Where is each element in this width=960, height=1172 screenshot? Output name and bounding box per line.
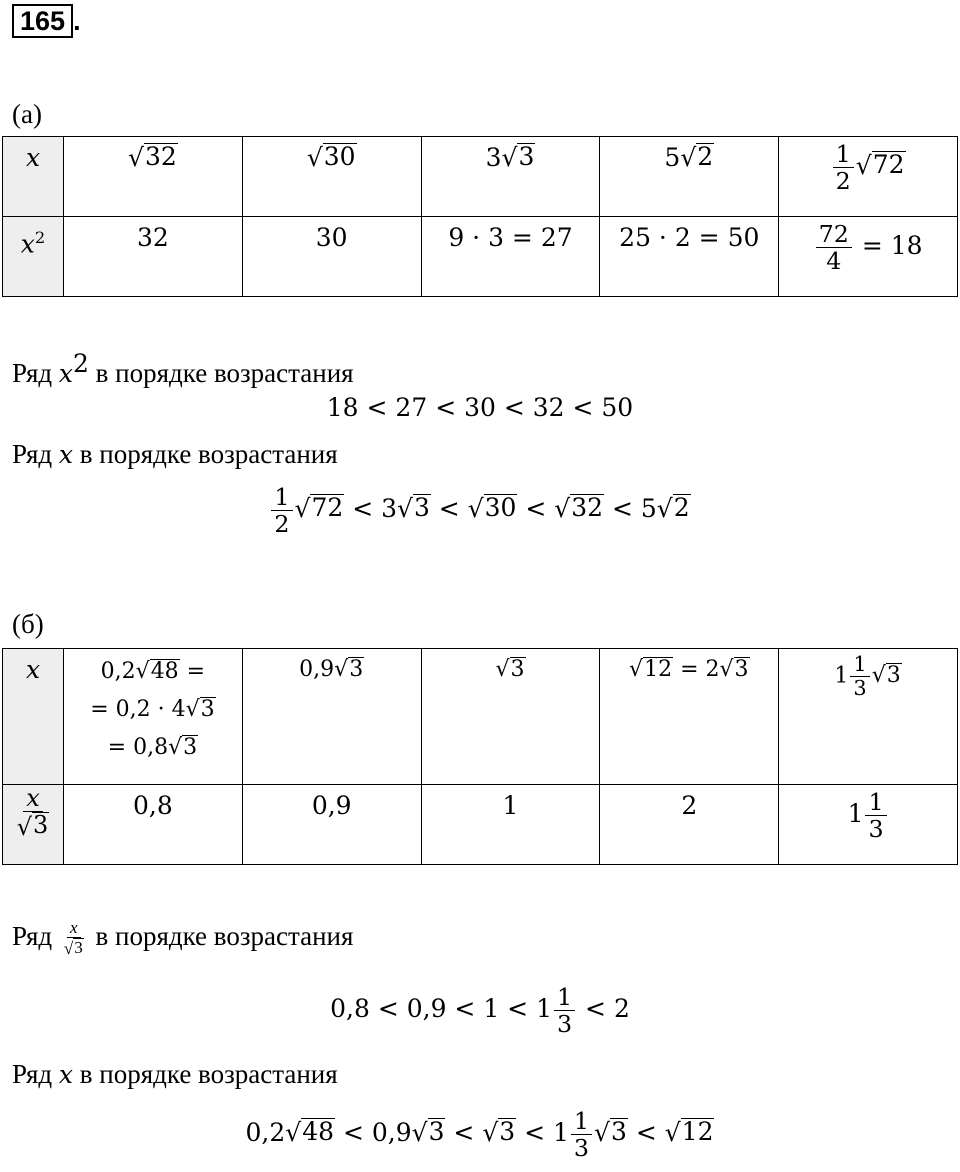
table-cell: √ 12 = 2 √ 3 xyxy=(600,649,779,785)
table-cell: 1 $\frac{1}{3}$ xyxy=(779,785,958,865)
table-cell: 5 √ 2 xyxy=(600,137,779,217)
table-cell: 0,9 xyxy=(242,785,421,865)
row-header-x-over-sqrt3: x √ 3 xyxy=(3,785,64,865)
order-ratio-heading: Ряд x √ 3 в порядке возрастания xyxy=(12,917,354,959)
table-cell: 25 · 2 = 50 xyxy=(600,217,779,297)
order-x-heading-a: Ряд x в порядке возрастания xyxy=(12,439,338,469)
table-cell: √ 32 xyxy=(64,137,243,217)
table-cell: $\frac{72}{4}$ = 18 xyxy=(779,217,958,297)
order-x-result-a: $\frac{1}{2}$ √ 72 < 3 √ 3 < √ 30 < √ 32 < 5 √ 2 xyxy=(0,484,960,537)
table-cell: 1 $\frac{1}{3}$ √ 3 xyxy=(779,649,958,785)
table-cell: 32 xyxy=(64,217,243,297)
table-cell: 1 xyxy=(421,785,600,865)
table-row xyxy=(3,137,958,217)
table-cell: 30 xyxy=(242,217,421,297)
table-cell: 0,2 √ 48 = = 0,2 · 4 √ 3 = 0,8 √ 3 xyxy=(64,649,243,785)
table-cell: 9 · 3 = 27 xyxy=(421,217,600,297)
order-x2-result: 18 < 27 < 30 < 32 < 50 xyxy=(326,393,634,422)
table-cell: 2 xyxy=(600,785,779,865)
part-a-label: (а) xyxy=(12,99,42,129)
row-header-x-squared: $x^2$ xyxy=(3,217,64,297)
order-x2-heading: Ряд $x^2$ в порядке возрастания xyxy=(12,349,354,388)
table-cell: $\frac{1}{2}$ √ 72 xyxy=(779,137,958,217)
order-x-result-b: 0,2 √ 48 < 0,9 √ 3 < √ 3 < 1 $\frac{1}{3}$ √ 3 < √ 12 xyxy=(245,1107,714,1163)
table-cell: √ 30 xyxy=(242,137,421,217)
table-row xyxy=(3,785,958,865)
problem-number: 165 . xyxy=(12,4,81,38)
order-x-heading-b: Ряд x в порядке возрастания xyxy=(12,1059,338,1089)
order-ratio-result: 0,8 < 0,9 < 1 < 1 $\frac{1}{3}$ < 2 xyxy=(330,983,630,1039)
table-row xyxy=(3,217,958,297)
part-b-table xyxy=(2,648,958,865)
part-a-table xyxy=(2,136,958,297)
table-cell: 3 √ 3 xyxy=(421,137,600,217)
table-cell: 0,8 xyxy=(64,785,243,865)
part-b-label: (б) xyxy=(12,609,44,639)
table-cell: 0,9 √ 3 xyxy=(242,649,421,785)
row-header-x: x xyxy=(3,137,64,217)
table-row xyxy=(3,649,958,785)
table-cell: √ 3 xyxy=(421,649,600,785)
row-header-x: x xyxy=(3,649,64,785)
